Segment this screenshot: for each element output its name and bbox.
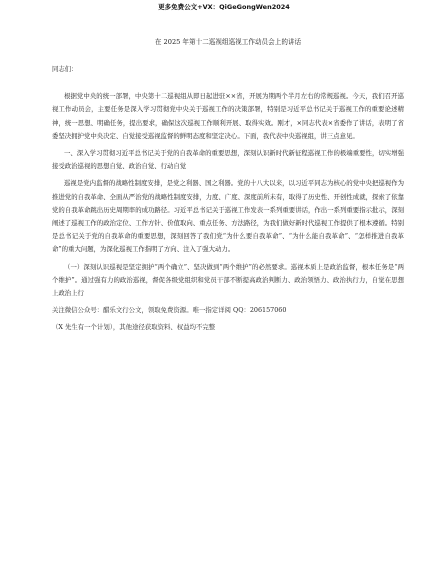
paragraph-body: 巡视是党内监督的战略性制度安排，是党之利器、国之利器。党的十八大以来，以习近平同志为核心的党中央把巡视作为推进党的自我革命、全面从严治党的战略性制度安排，力度、广度、深度前所未有，取得了历史性、开创性成就，探索了依靠党的自我革命跳出历史周期率的成功路径。习近平总书记关于巡视工作发表一系列重要讲话，作出一系列重要指示批示，深刻阐述了巡视工作的政治定位、工作方针、价值取向、重点任务、方法路径，为我们做好新时代巡视工作提供了根本遵循。特别是总书记关于党的自我革命的重要思想，深刻回答了我们党“为什么要自我革命”、“为什么能自我革命”、“怎样推进自我革命”的重大问题，为深化巡视工作指明了方向、注入了强大动力。: [52, 179, 404, 254]
document-title: 在 2025 年第十二巡视组巡视工作动员会上的讲话: [154, 38, 302, 46]
watermark-line-2: （X 先生有一个计划），其他途径获取资料、权益均不完整: [52, 323, 216, 332]
top-banner: 更多免费公文+VX：QiGeGongWen2024: [158, 3, 290, 11]
document-page: [52, 38, 404, 339]
greeting: 同志们：: [52, 65, 78, 73]
paragraph-intro: 根据党中央的统一部署，中央第十二巡视组从即日起进驻××省，开展为期两个半月左右的常规巡视。今天，我们召开巡视工作动员会，主要任务是深入学习贯彻党中央关于巡视工作的决策部署，特别是习近平总书记关于巡视工作的重要论述精神，统一思想、明确任务，提出要求，确保这次巡视工作顺利开展、取得实效。刚才，×同志代表×省委作了讲话，表明了省委坚决拥护党中央决定、自觉接受巡视监督的鲜明态度和坚定决心。下面，我代表中央巡视组，讲三点意见。: [52, 92, 404, 140]
section-heading-1: 一、深入学习贯彻习近平总书记关于党的自我革命的重要思想，深刻认识新时代新征程巡视工作的极端重要性，切实增强接受政治巡视的思想自觉、政治自觉、行动自觉: [52, 149, 404, 171]
subsection-1: （一）深刻认识巡视是坚定拥护“两个确立”、坚决做到“两个维护”的必然要求。巡视本质上是政治监督，根本任务是“两个维护”。通过强有力的政治巡视，督促各级党组织和党员干部不断提高政治判断力、政治领悟力、政治执行力，自觉在思想上政治上行: [52, 262, 404, 298]
watermark-line-1: 关注微信公众号：醋乐文行公文，领取免费资源。唯一指定详阅 QQ：206157060: [52, 306, 287, 315]
